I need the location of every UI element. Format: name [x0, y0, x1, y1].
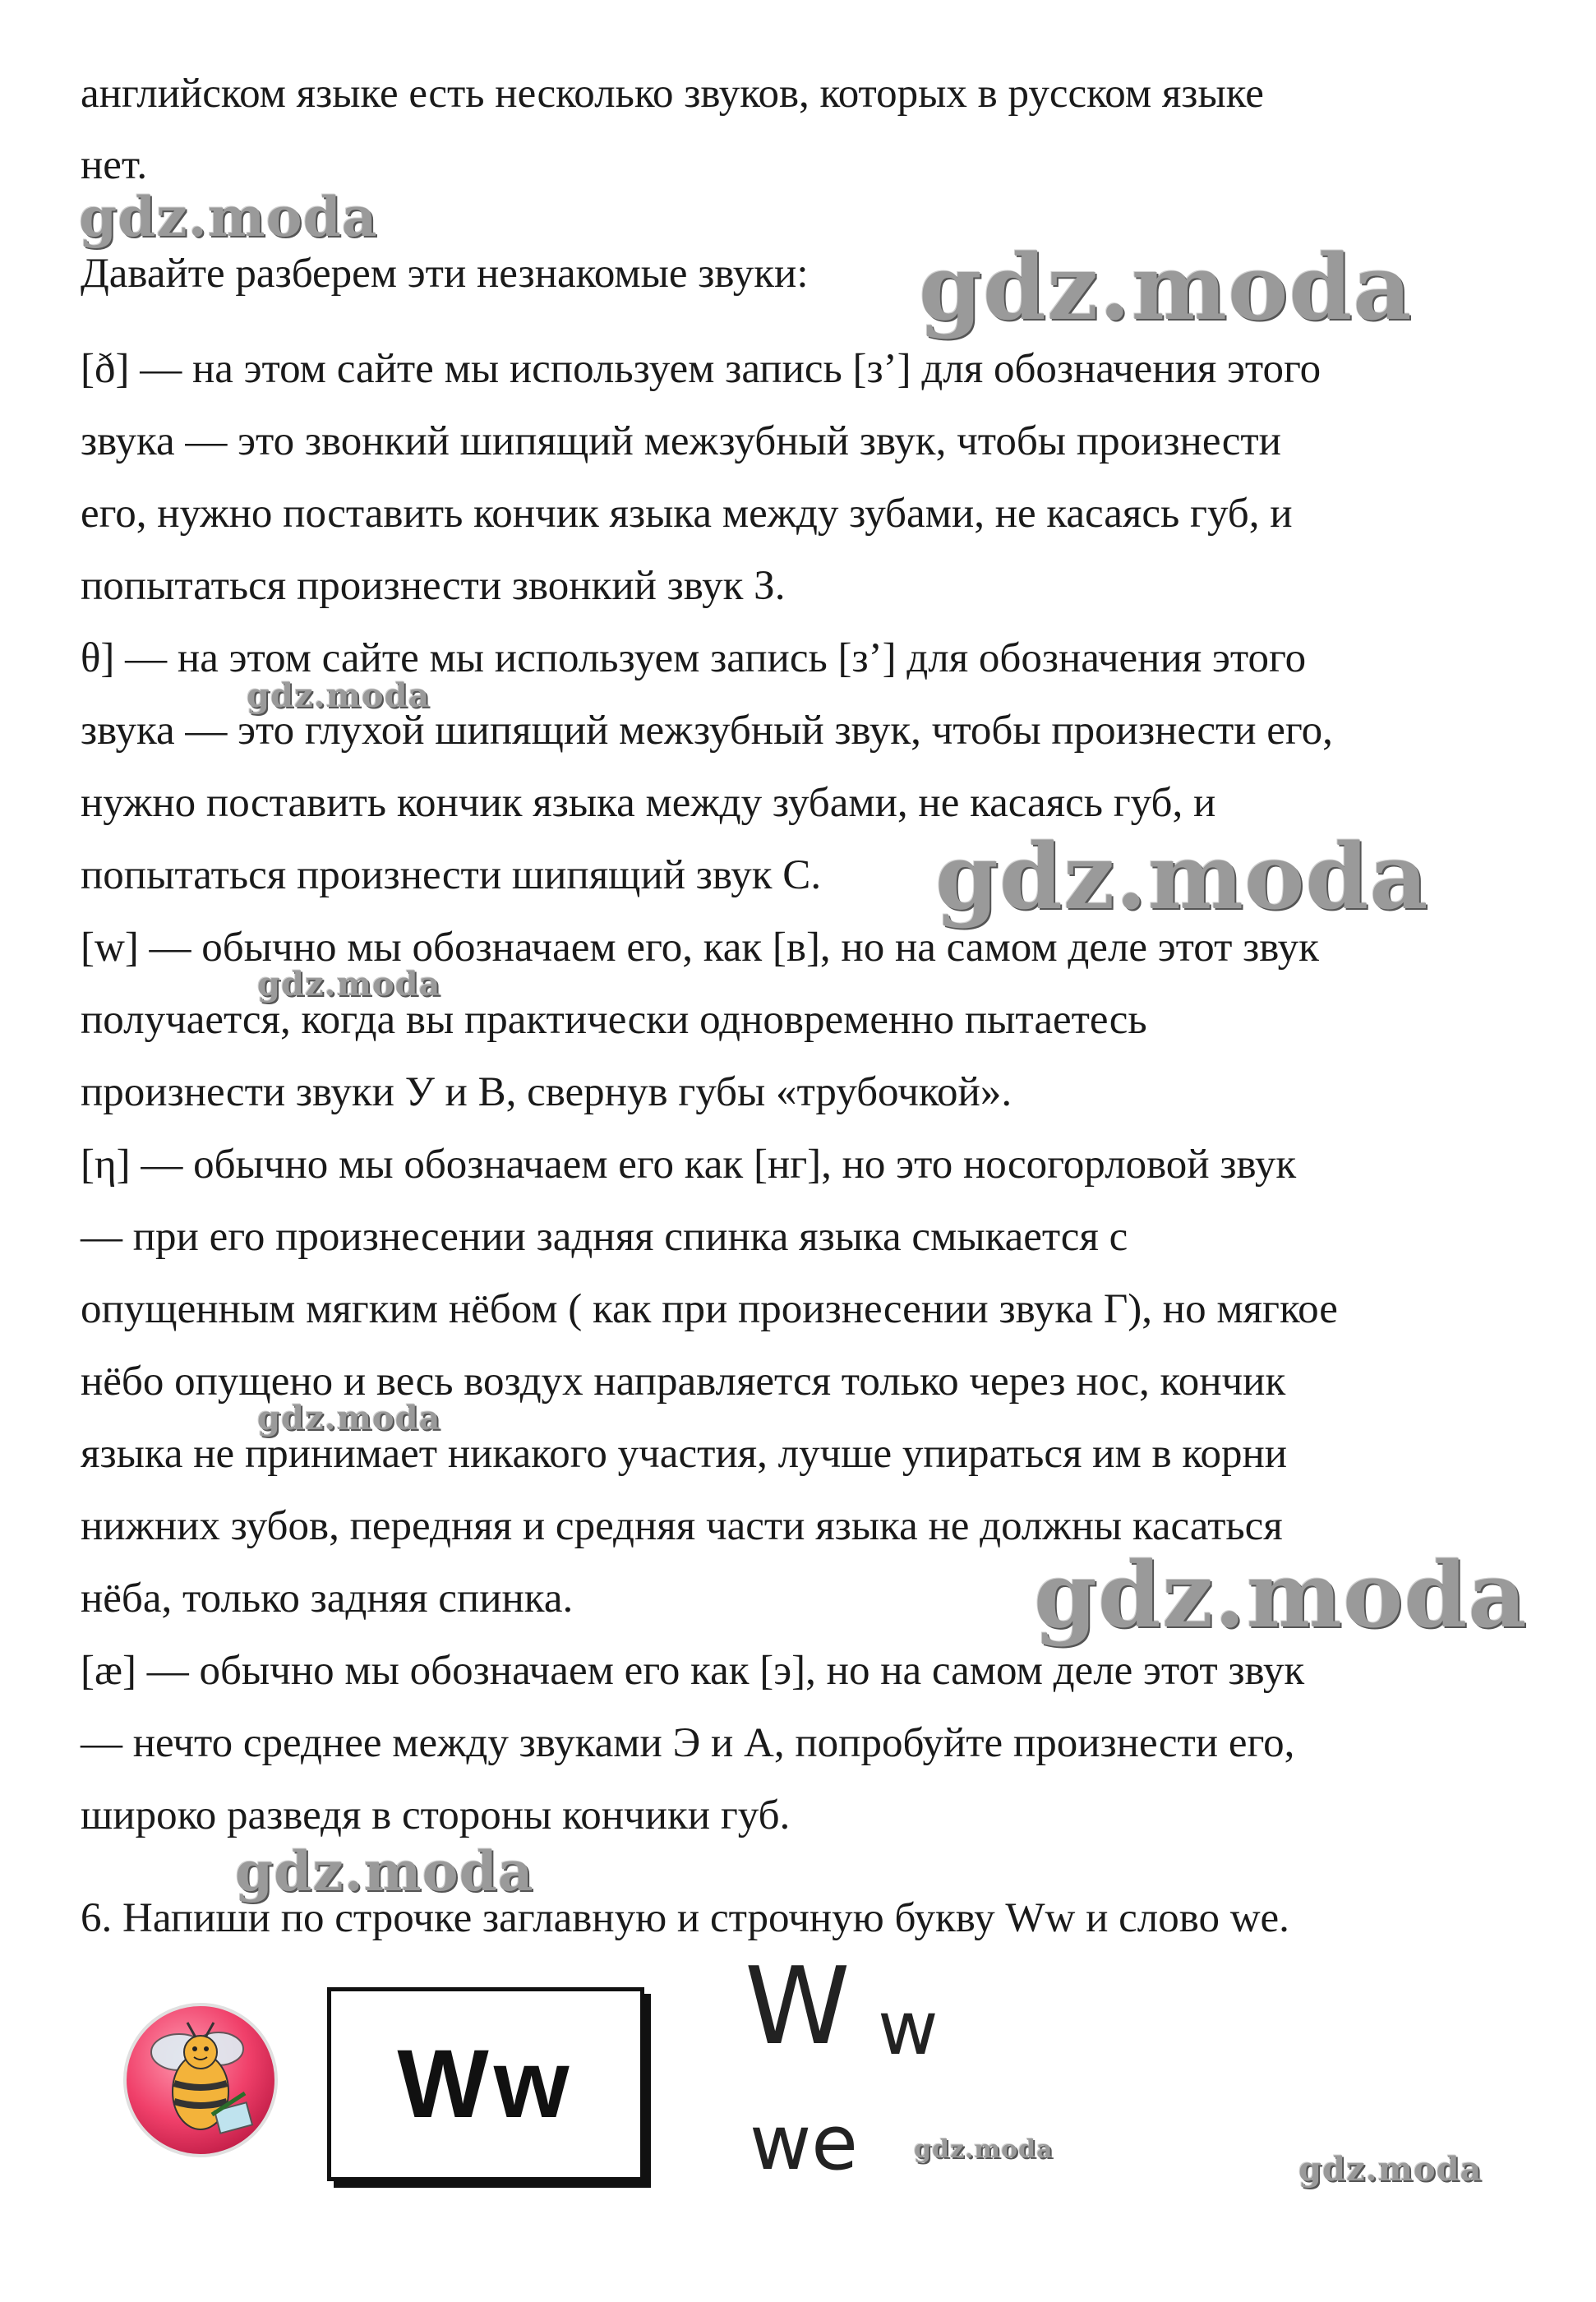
text-line-10: нужно поставить кончик языка между зубами, не касаясь губ, и — [81, 780, 1216, 826]
text-line-21: нёба, только задняя спинка. — [81, 1575, 574, 1622]
text-line-14: произнести звуки У и В, свернув губы «трубочкой». — [81, 1069, 1012, 1115]
watermark: gdz.moda — [257, 1399, 441, 1437]
text-line-4: [ð] — на этом сайте мы используем запись [з’] для обозначения этого — [81, 346, 1322, 392]
text-line-15: [η] — обычно мы обозначаем его как [нг], но это носогорловой звук — [81, 1142, 1297, 1188]
text-line-22: [æ] — обычно мы обозначаем его как [э], но на самом деле этот звук — [81, 1648, 1305, 1694]
text-line-18: нёбо опущено и весь воздух направляется только через нос, кончик — [81, 1359, 1286, 1405]
text-line-23: — нечто среднее между звуками Э и А, попробуйте произнести его, — [81, 1720, 1295, 1766]
watermark: gdz.moda — [1034, 1542, 1528, 1648]
text-line-13: получается, когда вы практически одновременно пытаетесь — [81, 997, 1147, 1043]
watermark: gdz.moda — [247, 676, 431, 715]
text-line-8: θ] — на этом сайте мы используем запись [з’] для обозначения этого — [81, 635, 1307, 681]
handwriting-lower-w: w — [878, 1986, 939, 2072]
text-line-3: Давайте разберем эти незнакомые звуки: — [81, 251, 809, 297]
watermark: gdz.moda — [935, 823, 1429, 930]
watermark: gdz.moda — [257, 965, 441, 1003]
text-line-5: звука — это звонкий шипящий межзубный звук, чтобы произнести — [81, 418, 1281, 464]
text-line-12: [w] — обычно мы обозначаем его, как [в], но на самом деле этот звук — [81, 925, 1319, 971]
text-line-20: нижних зубов, передняя и средняя части языка не должны касаться — [81, 1503, 1283, 1549]
handwriting-upper-w: W — [745, 1944, 851, 2069]
letter-card-text: Ww — [397, 2030, 574, 2138]
text-line-6: его, нужно поставить кончик языка между зубами, не касаясь губ, и — [81, 491, 1293, 537]
text-line-1: английском языке есть несколько звуков, которых в русском языке — [81, 71, 1264, 117]
text-line-19: языка не принимает никакого участия, лучше упираться им в корни — [81, 1431, 1288, 1477]
watermark: gdz.moda — [235, 1839, 534, 1903]
letter-card — [327, 1987, 644, 2181]
text-line-17: опущенным мягким нёбом ( как при произнесении звука Г), но мягкое — [81, 1286, 1338, 1332]
text-line-11: попытаться произнести шипящий звук С. — [81, 852, 822, 898]
text-line-7: попытаться произнести звонкий звук З. — [81, 563, 786, 609]
watermark: gdz.moda — [79, 185, 378, 249]
text-line-9: звука — это глухой шипящий межзубный звук, чтобы произнести его, — [81, 708, 1333, 754]
watermark: gdz.moda — [914, 2135, 1054, 2164]
task-heading: 6. Напиши по строчке заглавную и строчную букву Ww и слово we. — [81, 1895, 1289, 1941]
bee-mascot-icon — [122, 2001, 279, 2159]
watermark: gdz.moda — [919, 234, 1413, 340]
handwriting-word-we: we — [750, 2099, 858, 2187]
text-line-2: нет. — [81, 142, 148, 188]
text-line-24: широко разведя в стороны кончики губ. — [81, 1792, 791, 1838]
watermark: gdz.moda — [1298, 2150, 1483, 2189]
text-line-16: — при его произнесении задняя спинка языка смыкается с — [81, 1214, 1128, 1260]
